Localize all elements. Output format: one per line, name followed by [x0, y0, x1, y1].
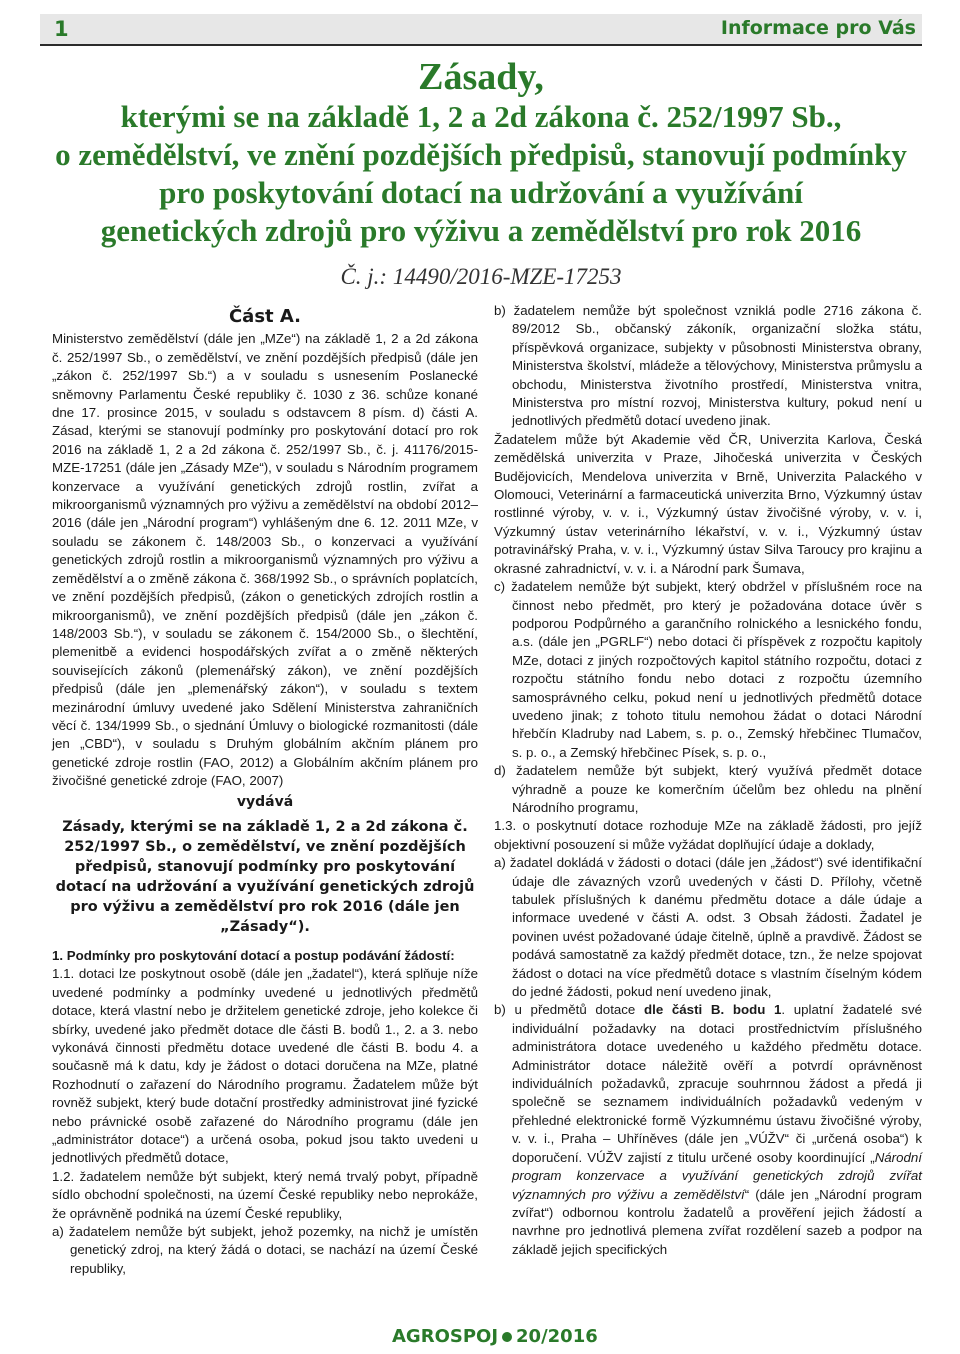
page-footer — [392, 1326, 598, 1347]
paragraph-eligible: Žadatelem může být Akademie věd ČR, Univerzita Karlova, Česká zemědělská univerzita v Praze, Jihočeská univerzita v Českých Budějovicích, Mendelova univerzita v Brně, Univerzita Palackého v Olomouci, Veterinární a farmaceutická univerzita Brno, Výzkumný ústav rostlinné výroby, v. v. i., Výzkumný ústav živočišné výroby, v. v. i, Výzkumný ústav veterinárního lékařství, v. v. i., Výzkumný ústav potravinářský Praha, v. v. i., Výzkumný ústav Silva Taroucy pro krajinu a okrasné zahradnictví, v. v. i. a Národní park Šumava, — [494, 431, 922, 576]
page-header — [40, 14, 922, 46]
title-line-4: pro poskytování dotací na udržování a využívání — [159, 175, 803, 210]
b-mid: . uplatní žadatelé své individuální požadavky na dotaci prostřednictvím příslušného administrátora dotace uvedeného u každého předmětu dotace. Administrátor dotace náležitě ověří a potvrdí oprávněnost individuálních požadavků, zpracuje souhrnnou žádost a předá ji společně se seznamem individuálních požadavků vedeným v přehledné elektronické formě Výzkumnému ústavu živočišné výroby, v. v. i., Praha – Uhříněves (dále jen „VÚŽV“ či „určená osoba“) k doporučení. VÚŽV zajistí z titulu určené osoby koordinující „ — [512, 1002, 922, 1165]
b-italic: Národní program konzervace a využívání genetických zdrojů zvířat významných pro výživu a zemědělství — [512, 1149, 922, 1202]
issue-number: 20/2016 — [516, 1326, 598, 1347]
b-bold: dle části B. bodu 1 — [644, 1002, 782, 1018]
document-title — [40, 56, 922, 250]
title-line-2: kterými se na základě 1, 2 a 2d zákona č. 252/1997 Sb., — [120, 99, 842, 134]
magazine-name: AGROSPOJ — [392, 1326, 499, 1347]
paragraph-1-3-a: a) žadatel dokládá v žádosti o dotaci (dále jen „žádost“) své identifikační údaje dle závazných vzorů uvedených v části D. Přílohy, včetně tabulek příslušných k danému předmětu dotace a dále údaje a informace uvedené v části A. odst. 3 Obsah žádosti. Žadatel je povinen uvést požadované údaje čitelně, úplně a pravdivě. Žádost se podává samostatně za každý předmět dotace, tzn., že nelze spojovat žádost o dotaci na více předmětů dotace s vlastním číselným kódem do jedné žádosti, pokud není uvedeno jinak, — [494, 855, 922, 1000]
page-number: 1 — [54, 17, 69, 41]
title-line-3: o zemědělství, ve znění pozdějších předpisů, stanovují podmínky — [55, 137, 907, 172]
paragraph-1-2: 1.2. žadatelem nemůže být subjekt, který nemá trvalý pobyt, případně sídlo obchodní společnosti, na území České republiky nebo neprokáže, že oprávněně podniká na území České republiky, — [52, 1168, 478, 1221]
reference-number: Č. j.: 14490/2016-MZE-17253 — [340, 264, 622, 289]
title-line-5: genetických zdrojů pro výživu a zemědělství pro rok 2016 — [100, 213, 862, 248]
part-heading: Část A. — [228, 306, 302, 327]
paragraph-1-2-a: a) žadatelem nemůže být subjekt, jehož pozemky, na nichž je umístěn genetický zdroj, na který žádá o dotaci, se nachází na území České republiky, — [52, 1224, 478, 1276]
b-post: “ (dále jen „Národní program zvířat“) odbornou kontrolu žadatelů a prověření jejich žádostí a navrhne pro jednotlivá plemena zvířat rozdělení sazeb a podpor na základě jejich specifických — [512, 1186, 922, 1257]
zasady-heading: Zásady, kterými se na základě 1, 2 a 2d zákona č. 252/1997 Sb., o zemědělství, ve znění pozdějších předpisů, stanovují podmínky pro poskytování dotací na udržování a využívání genetických zdrojů pro výživu a zemědělství pro rok 2016 (dále jen „Zásady“). — [55, 818, 475, 935]
paragraph-1-3-b — [494, 1001, 922, 1259]
left-column — [52, 308, 478, 1278]
vydava-heading: vydává — [236, 793, 294, 810]
section-title: Informace pro Vás — [720, 17, 916, 39]
paragraph-1-2-c: c) žadatelem nemůže být subjekt, který obdržel v příslušném roce na činnost nebo předmět, pro který je požadována dotace úvěr s podporou Podpůrného a garančního rolnického a lesnického fondu, a.s. (dále jen „PGRLF“) nebo dotaci či příspěvek z rozpočtu kapitoly MZe, dotaci z jiných rozpočtových kapitol státního rozpočtu, dotaci z rozpočtu státního fondu nebo dotaci z rozpočtu územního samosprávného celku, pokud není u jednotlivých předmětů dotace uvedeno jinak; z tohoto titulu nemohou žádat o dotaci Národní hřebčín Kladruby nad Labem, s. p. o., Zemský hřebčinec Tlumačov, s. p. o., a Zemský hřebčinec Písek, s. p. o., — [494, 579, 922, 760]
paragraph-1-1: 1.1. dotaci lze poskytnout osobě (dále jen „žadatel“), která splňuje níže uvedené podmínky a podmínky uvedené u jednotlivých předmětů dotace, která vlastní nebo je držitelem genetické zdroje, jeho kolekce či sbírky, uvedené jako předmět dotace dle části B. bodů 1., 2. a 3. nebo vykonává činnosti předmětu dotace uvedené dle části B. bodu 4. a současně má k datu, kdy je žádost o dotaci doručena na MZe, platné Rozhodnutí o zařazení do Národního programu. Žadatelem může být rovněž subjekt, který bude dotační prostředky administrovat jiné fyzické nebo právnické osobě zařazené do Národního programu (dále jen „administrátor dotace“) a určená osoba, pokud jsou takto uvedeni u jednotlivých předmětů dotace, — [52, 966, 478, 1166]
right-column — [494, 302, 922, 1259]
paragraph-1-3: 1.3. o poskytnutí dotace rozhoduje MZe na základě žádosti, pro jejíž objektivní posouzení si může vyžádat doplňující údaje a doklady, — [494, 818, 922, 852]
bullet-dot-icon — [502, 1332, 512, 1342]
section-1-heading: 1. Podmínky pro poskytování dotací a postup podávání žádostí: — [52, 947, 455, 963]
title-line-1: Zásady, — [418, 56, 544, 98]
intro-paragraph: Ministerstvo zemědělství (dále jen „MZe“) na základě 1, 2 a 2d zákona č. 252/1997 Sb., o zemědělství, ve znění pozdějších předpisů (dále jen „zákon č. 252/1997 Sb.“) a v souladu s usnesením Poslanecké sněmovny Parlamentu České republiky č. 1030 z 36. schůze konané dne 17. prosince 2015, v souladu s odstavcem 8 písm. d) části A. Zásad, kterými se stanovují podmínky pro poskytování dotací pro rok 2016 na základě 1, 2 a 2d zákona č. 252/1997 Sb., č. j. 41176/2015-MZE-17251 (dále jen „Zásady MZe“), v souladu s Národním programem konzervace a využívání genetických zdrojů rostlin, zvířat a mikroorganismů významných pro výživu a zemědělství na období 2012–2016 (dále jen „Národní program“) vyhlášeným dne 6. 12. 2011 MZe, v souladu se zákonem č. 148/2003 Sb., o konzervaci a využívání genetických zdrojů rostlin a mikroorganismů významných pro výživu a zemědělství a o změně zákona č. 368/1992 Sb., o správních poplatcích, ve znění pozdějších předpisů, (zákon o genetických zdrojích rostlin a mikroorganismů), ve znění pozdějších předpisů (dále jen „zákon č. 148/2003 Sb.“), v souladu se zákonem č. 154/2000 Sb., o šlechtění, plemenitbě a evidenci hospodářských zvířat a o změně některých souvisejících zákonů (plemenářský zákon), ve znění pozdějších předpisů (dále jen „plemenářský zákon“), v souladu s textem mezinárodní úmluvy uvedené jako Sdělení Ministerstva zahraničních věcí č. 134/1999 Sb., o sjednání Úmluvy o biologické rozmanitosti (dále jen „CBD“), v souladu s Druhým globálním akčním plánem pro genetické zdroje rostlin (FAO, 2012) a Globálním akčním plánem pro živočišné genetické zdroje (FAO, 2007) — [52, 331, 478, 789]
paragraph-1-2-d: d) žadatelem nemůže být subjekt, který využívá předmět dotace výhradně a pouze ke komerčním účelům bez ohledu na plnění Národního programu, — [494, 763, 922, 815]
paragraph-1-2-b: b) žadatelem nemůže být společnost vzniklá podle 2716 zákona č. 89/2012 Sb., občanský zákoník, organizační složka státu, příspěvková organizace, subjekty v působnosti Ministerstva obrany, Ministerstva školství, mládeže a tělovýchovy, Ministerstva průmyslu a obchodu, Ministerstva životního prostředí, Ministerstva vnitra, Ministerstva pro místní rozvoj, Ministerstva kultury, pokud není u jednotlivých předmětů dotací uvedeno jinak. — [494, 303, 922, 429]
b-pre: b) u předmětů dotace — [494, 1002, 636, 1018]
